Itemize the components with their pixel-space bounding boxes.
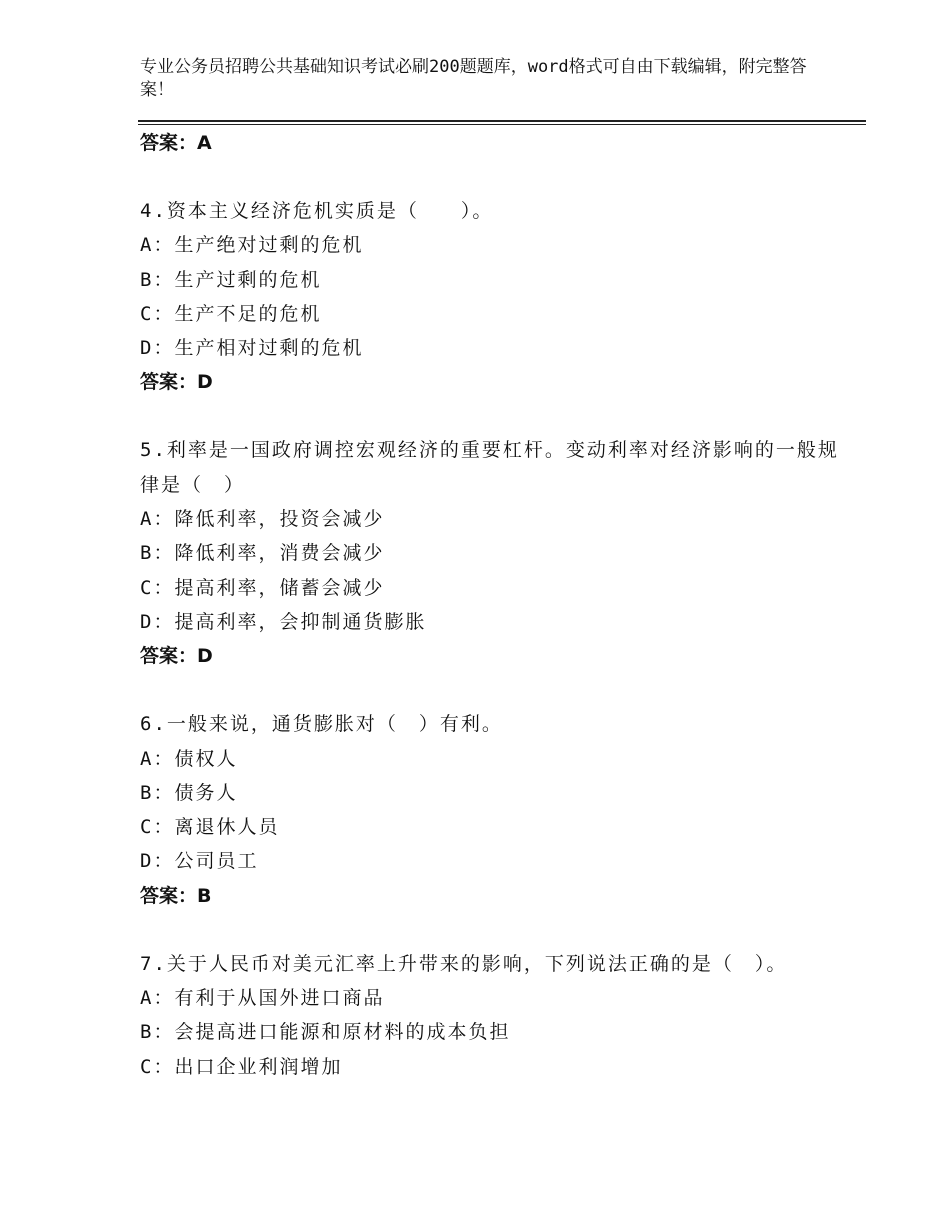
question-item: [140, 707, 840, 912]
question-stem: 4.资本主义经济危机实质是（ ）。: [140, 200, 494, 222]
question-list: [140, 126, 840, 1084]
option-c: C：出口企业利润增加: [140, 1055, 343, 1078]
question-stem: 6.一般来说，通货膨胀对（ ）有利。: [140, 713, 503, 736]
option-b: B：生产过剩的危机: [140, 268, 322, 291]
option-c: C：生产不足的危机: [140, 302, 322, 325]
question-item: [140, 194, 840, 399]
option-c: C：离退休人员: [140, 816, 280, 839]
option-b: B：降低利率，消费会减少: [140, 542, 385, 565]
answer-label: 答案：D: [140, 645, 213, 668]
header-divider-thin: [138, 124, 866, 125]
option-d: D：公司员工: [140, 850, 259, 873]
answer-label: 答案：A: [140, 132, 212, 154]
option-a: A：生产绝对过剩的危机: [140, 234, 364, 257]
option-a: A：降低利率，投资会减少: [140, 508, 385, 531]
answer-label: 答案：B: [140, 884, 212, 907]
option-b: B：会提高进口能源和原材料的成本负担: [140, 1021, 511, 1044]
option-d: D：提高利率，会抑制通货膨胀: [140, 610, 427, 633]
question-stem: 5.利率是一国政府调控宏观经济的重要杠杆。变动利率对经济影响的一般规律是（ ）: [140, 439, 839, 496]
option-a: A：债权人: [140, 747, 238, 770]
option-b: B：债务人: [140, 781, 238, 804]
question-item: [140, 433, 840, 673]
option-d: D：生产相对过剩的危机: [140, 337, 364, 360]
page-header: 专业公务员招聘公共基础知识考试必刷200题题库，word格式可自由下载编辑，附完整答案！: [140, 57, 807, 100]
question-stem: 7.关于人民币对美元汇率上升带来的影响，下列说法正确的是（ ）。: [140, 952, 788, 975]
header-divider-thick: [138, 120, 866, 122]
answer-label: 答案：D: [140, 371, 213, 394]
option-a: A：有利于从国外进口商品: [140, 987, 385, 1010]
question-item: [140, 947, 840, 1084]
option-c: C：提高利率，储蓄会减少: [140, 576, 385, 599]
